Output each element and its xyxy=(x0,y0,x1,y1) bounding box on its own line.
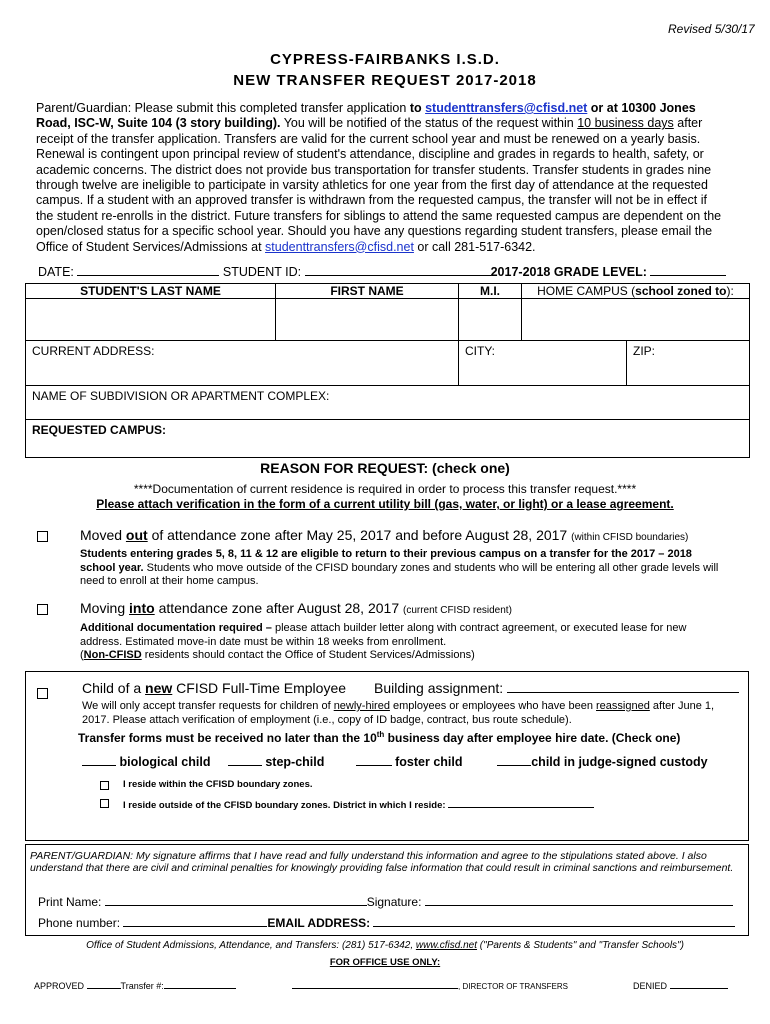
form-title: NEW TRANSFER REQUEST 2017-2018 xyxy=(233,72,537,89)
col-last-name: STUDENT'S LAST NAME xyxy=(26,284,276,299)
foster-child-field[interactable] xyxy=(356,753,392,766)
reside-outside-label: I reside outside of the CFISD boundary zones. District in which I reside: xyxy=(123,797,594,811)
option-moving-into: Moving into attendance zone after August 28, 2017 (current CFISD resident) xyxy=(80,600,512,616)
denied-field[interactable] xyxy=(670,979,728,989)
email-link[interactable]: studenttransfers@cfisd.net xyxy=(425,101,588,115)
signature-field[interactable] xyxy=(425,893,733,906)
student-id-field[interactable] xyxy=(305,263,491,276)
judge-custody-field[interactable] xyxy=(497,753,531,766)
moved-out-checkbox[interactable] xyxy=(37,531,48,542)
date-id-grade-line: DATE: STUDENT ID: 2017-2018 GRADE LEVEL: xyxy=(38,263,726,279)
first-name-field[interactable] xyxy=(276,299,459,341)
relationship-options: biological child step-child foster child child in judge-signed custody xyxy=(82,753,708,769)
phone-email-line: Phone number: EMAIL ADDRESS: xyxy=(38,914,735,930)
address-field[interactable]: CURRENT ADDRESS: xyxy=(26,341,459,386)
option-moving-into-note: Additional documentation required – please attach builder letter along with contract agreement, or executed lease for new address. Estimated move-in date must be within 18 weeks from enrollment. (Non-CFISD residents should contact the Office of Student Services/Admissions) xyxy=(80,622,687,661)
email-link-2[interactable]: studenttransfers@cfisd.net xyxy=(265,239,414,254)
print-name-line: Print Name: Signature: xyxy=(38,893,733,909)
print-name-field[interactable] xyxy=(105,893,367,906)
building-assignment-field[interactable] xyxy=(507,680,739,693)
city-field[interactable]: CITY: xyxy=(459,341,627,385)
reside-outside-checkbox[interactable] xyxy=(100,799,109,808)
subdivision-field[interactable]: NAME OF SUBDIVISION OR APARTMENT COMPLEX: xyxy=(26,386,750,420)
date-field[interactable] xyxy=(77,263,219,276)
reason-heading: REASON FOR REQUEST: (check one) xyxy=(260,460,510,476)
district-title: CYPRESS-FAIRBANKS I.S.D. xyxy=(270,51,500,68)
employee-child-checkbox[interactable] xyxy=(37,688,48,699)
phone-field[interactable] xyxy=(123,914,267,927)
grade-level-field[interactable] xyxy=(650,263,726,276)
transfer-number-field[interactable] xyxy=(164,979,236,989)
option-moved-out-note: Students entering grades 5, 8, 11 & 12 are eligible to return to their previous campus on a transfer for the 2017 – 2018 school year. Students who move outside of the CFISD boundary zones and students who will be entering all other grade levels will need to enroll at their home campus. xyxy=(80,548,719,587)
reside-within-label: I reside within the CFISD boundary zones. xyxy=(123,779,313,790)
employee-child-note: We will only accept transfer requests for children of newly-hired employees or employees who have been reassigned after June 1, 2017. Please attach verification of employment (i.e., copy of ID badge, contract, bus route schedule). xyxy=(82,700,715,726)
intro-paragraph: Parent/Guardian: Please submit this completed transfer application to studenttransfers@cfisd.net or at 10300 Jones Road, ISC-W, Suite 104 (3 story building). You will be notified of the status of the request within 10 business days after receipt of the transfer application. Transfers are valid for the current school year and must be renewed on a yearly basis. Renewal is contingent upon principal review of student's attendance, discipline and grades in regards to health, safety, or academic concerns. The district does not provide bus transportation for transfer students. Transfer students in grades nine through twelve are ineligible to participate in varsity athletics for one year from the first day of attendance at the requested campus. If a student with an approved transfer is withdrawn from the requested campus, the transfer will not be in effect if the student re-enrolls in the district. Future transfers for siblings to attend the same requested campus are dependent on the open/closed status for a specific school year. Should you have any questions regarding student transfers, please email the Office of Student Services/Admissions at studenttransfers@cfisd.net or call 281-517-6342. xyxy=(36,101,722,254)
option-moved-out: Moved out of attendance zone after May 25, 2017 and before August 28, 2017 (within CFISD boundaries) xyxy=(80,527,689,543)
mi-field[interactable] xyxy=(459,299,522,341)
step-child-field[interactable] xyxy=(228,753,262,766)
director-line: , DIRECTOR OF TRANSFERS xyxy=(292,979,568,991)
building-assignment: Building assignment: xyxy=(374,680,739,696)
reside-within-checkbox[interactable] xyxy=(100,781,109,790)
email-field[interactable] xyxy=(373,914,735,927)
biological-child-field[interactable] xyxy=(82,753,116,766)
last-name-field[interactable] xyxy=(26,299,276,341)
moving-into-checkbox[interactable] xyxy=(37,604,48,615)
home-campus-field[interactable] xyxy=(522,299,750,341)
transfer-deadline-note: Transfer forms must be received no later than the 10th business day after employee hire date. (Check one) xyxy=(78,730,681,745)
student-info-table xyxy=(25,283,750,458)
revised-date: Revised 5/30/17 xyxy=(668,22,755,36)
director-signature-field[interactable] xyxy=(292,979,458,989)
affirmation-text: PARENT/GUARDIAN: My signature affirms that I have read and fully understand this information and agree to the stipulations stated above. I also understand that there are civil and criminal penalties for knowingly providing false information that could result in criminal sanctions and reimbursement. xyxy=(30,850,734,874)
option-employee-child: Child of a new CFISD Full-Time Employee xyxy=(82,680,347,696)
approved-field[interactable] xyxy=(87,979,121,989)
zip-field[interactable]: ZIP: xyxy=(633,344,656,358)
requested-campus-field[interactable]: REQUESTED CAMPUS: xyxy=(26,420,750,458)
col-home-campus: HOME CAMPUS (school zoned to): xyxy=(522,284,750,299)
attach-verification-note: Please attach verification in the form of a current utility bill (gas, water, or light) or a lease agreement. xyxy=(96,497,674,511)
col-first-name: FIRST NAME xyxy=(276,284,459,299)
approved-line: APPROVED Transfer #: xyxy=(34,979,236,991)
office-use-heading: FOR OFFICE USE ONLY: xyxy=(329,957,441,968)
documentation-note: ****Documentation of current residence is required in order to process this transfer request.**** xyxy=(133,482,637,496)
office-contact: Office of Student Admissions, Attendance, and Transfers: (281) 517-6342, www.cfisd.net ("Parents & Students" and "Transfer Schools") xyxy=(86,940,684,951)
col-mi: M.I. xyxy=(459,284,522,299)
district-reside-field[interactable] xyxy=(448,797,594,808)
denied-line: DENIED xyxy=(633,979,728,991)
cfisd-link[interactable]: www.cfisd.net xyxy=(415,940,478,951)
